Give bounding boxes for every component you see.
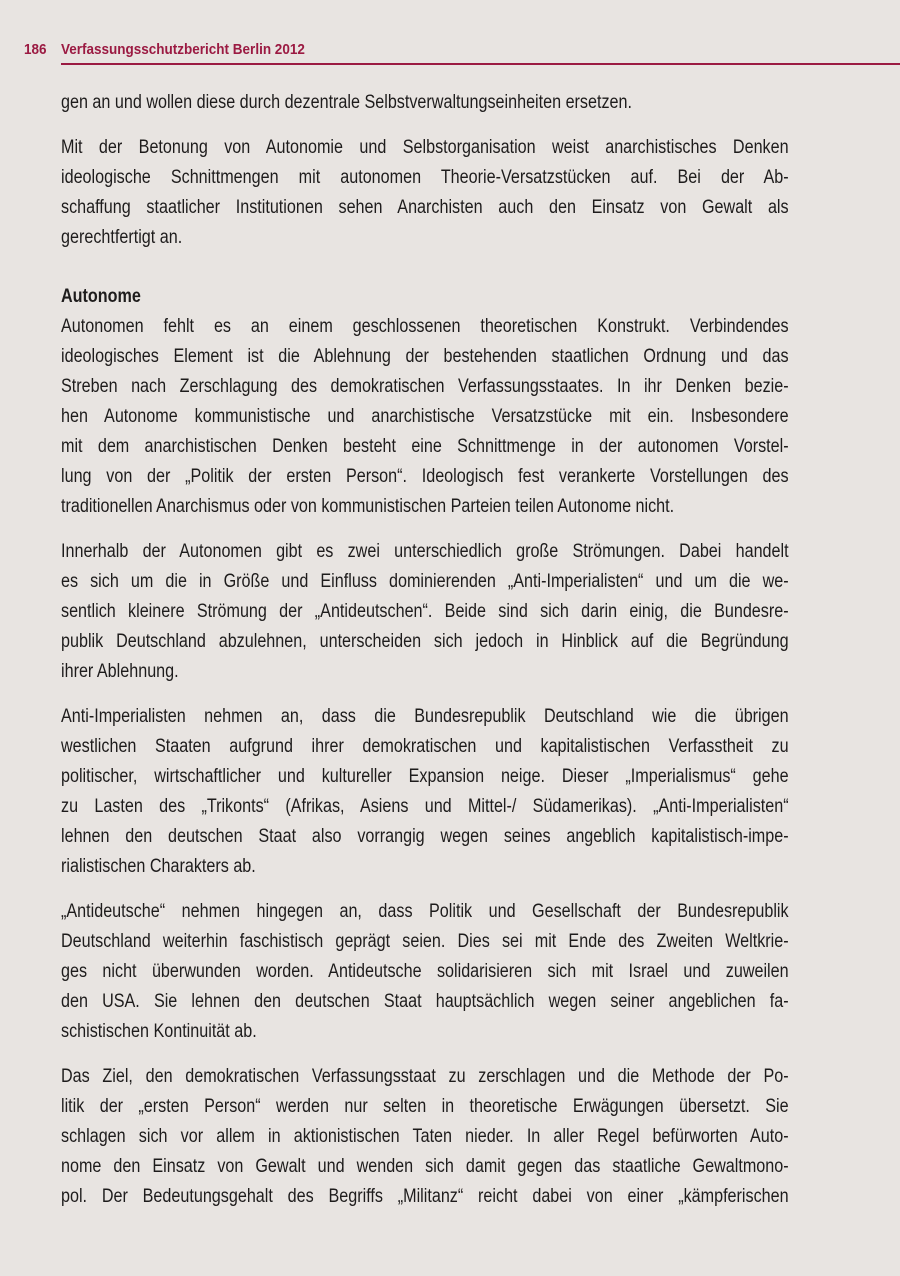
text-line: mit dem anarchistischen Denken besteht eine Schnittmenge in der autonomen Vorstel-: [61, 436, 789, 457]
text-line: ideologisches Element ist die Ablehnung der bestehenden staatlichen Ordnung und das: [61, 346, 789, 367]
text-line: Anti-Imperialisten nehmen an, dass die Bundesrepublik Deutschland wie die übrigen: [61, 706, 789, 727]
page-number: 186: [24, 41, 47, 58]
text-line: Streben nach Zerschlagung des demokratischen Verfassungsstaates. In ihr Denken bezie-: [61, 376, 789, 397]
text-line: Deutschland weiterhin faschistisch geprägt seien. Dies sei mit Ende des Zweiten Weltkrie-: [61, 931, 789, 952]
text-line: traditionellen Anarchismus oder von kommunistischen Parteien teilen Autonome nicht.: [61, 496, 675, 517]
text-line: schaffung staatlicher Institutionen sehen Anarchisten auch den Einsatz von Gewalt als: [61, 197, 789, 218]
text-line: schlagen sich vor allem in aktionistischen Taten nieder. In aller Regel befürworten Auto-: [61, 1126, 789, 1147]
running-title: Verfassungsschutzbericht Berlin 2012: [61, 41, 305, 58]
text-line: politischer, wirtschaftlicher und kultureller Expansion neige. Dieser „Imperialismus“ gehe: [61, 766, 789, 787]
text-line: hen Autonome kommunistische und anarchistische Versatzstücke mit ein. Insbesondere: [61, 406, 789, 427]
section-heading: [61, 282, 789, 312]
text-line: Autonomen fehlt es an einem geschlossenen theoretischen Konstrukt. Verbindendes: [61, 316, 789, 337]
text-line: pol. Der Bedeutungsgehalt des Begriffs „Militanz“ reicht dabei von einer „kämpferischen: [61, 1186, 789, 1207]
text-line: lehnen den deutschen Staat also vorrangig wegen seines angeblich kapitalistisch-impe-: [61, 826, 789, 847]
paragraph: [61, 133, 789, 253]
text-line: gen an und wollen diese durch dezentrale Selbstverwaltungseinheiten ersetzen.: [61, 92, 633, 113]
text-line: ideologische Schnittmengen mit autonomen Theorie-Versatzstücken auf. Bei der Ab-: [61, 167, 789, 188]
paragraph: [61, 537, 789, 687]
text-line: sentlich kleinere Strömung der „Antideutschen“. Beide sind sich darin einig, die Bundesre-: [61, 601, 789, 622]
body-text: [61, 88, 789, 1227]
text-line: publik Deutschland abzulehnen, unterscheiden sich jedoch in Hinblick auf die Begründung: [61, 631, 789, 652]
text-line: es sich um die in Größe und Einfluss dominierenden „Anti-Imperialisten“ und um die we-: [61, 571, 789, 592]
text-line: Autonome: [61, 286, 141, 307]
paragraph: [61, 702, 789, 882]
text-line: den USA. Sie lehnen den deutschen Staat hauptsächlich wegen seiner angeblichen fa-: [61, 991, 789, 1012]
text-line: ges nicht überwunden worden. Antideutsche solidarisieren sich mit Israel und zuweilen: [61, 961, 789, 982]
running-header: [0, 38, 900, 66]
paragraph: [61, 88, 789, 118]
paragraph: [61, 312, 789, 522]
text-line: schistischen Kontinuität ab.: [61, 1021, 257, 1042]
text-line: lung von der „Politik der ersten Person“. Ideologisch fest verankerte Vorstellungen des: [61, 466, 789, 487]
text-line: westlichen Staaten aufgrund ihrer demokratischen und kapitalistischen Verfasstheit zu: [61, 736, 789, 757]
text-line: zu Lasten des „Trikonts“ (Afrikas, Asiens und Mittel-/ Südamerikas). „Anti-Imperialisten“: [61, 796, 789, 817]
text-line: gerechtfertigt an.: [61, 227, 183, 248]
text-line: Mit der Betonung von Autonomie und Selbstorganisation weist anarchistisches Denken: [61, 137, 789, 158]
paragraph: [61, 897, 789, 1047]
text-line: nome den Einsatz von Gewalt und wenden sich damit gegen das staatliche Gewaltmono-: [61, 1156, 789, 1177]
text-line: rialistischen Charakters ab.: [61, 856, 256, 877]
text-line: litik der „ersten Person“ werden nur selten in theoretische Erwägungen übersetzt. Sie: [61, 1096, 789, 1117]
text-line: „Antideutsche“ nehmen hingegen an, dass Politik und Gesellschaft der Bundesrepublik: [61, 901, 789, 922]
text-line: ihrer Ablehnung.: [61, 661, 179, 682]
header-rule: [61, 63, 900, 65]
text-line: Innerhalb der Autonomen gibt es zwei unterschiedlich große Strömungen. Dabei handelt: [61, 541, 789, 562]
text-line: Das Ziel, den demokratischen Verfassungsstaat zu zerschlagen und die Methode der Po-: [61, 1066, 789, 1087]
paragraph: [61, 1062, 789, 1212]
